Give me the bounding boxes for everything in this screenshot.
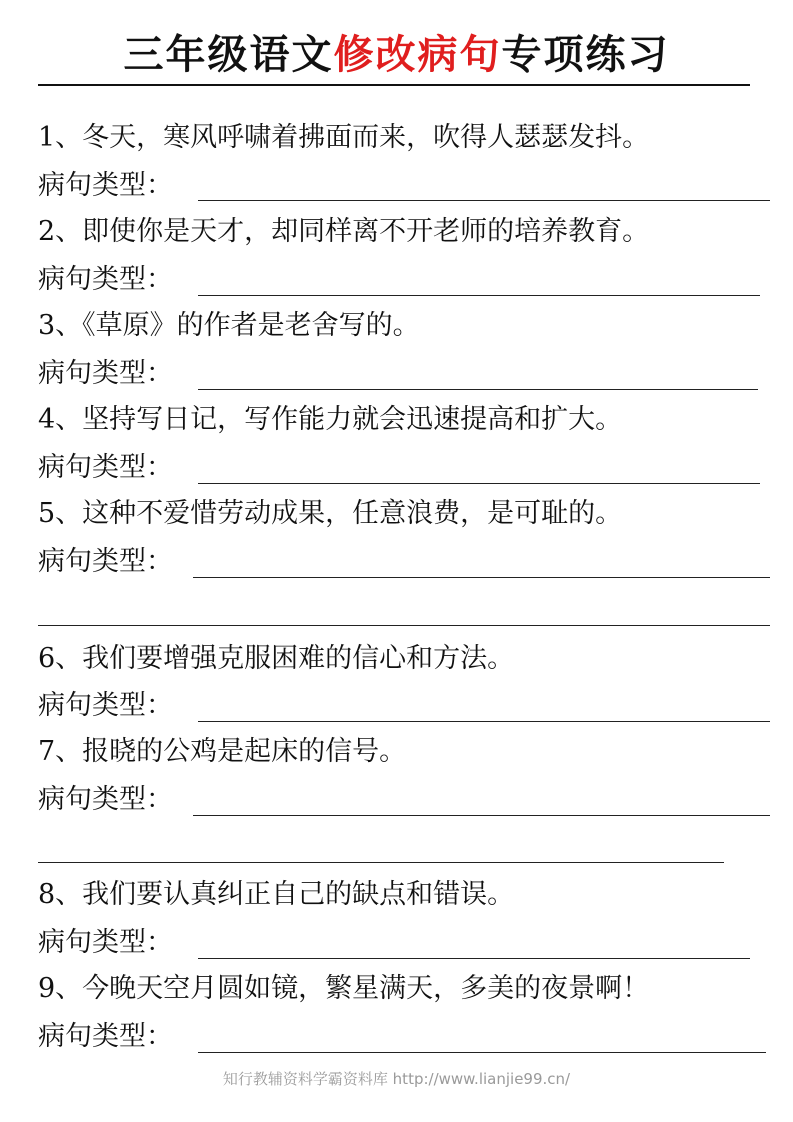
title-part-1: 三年级语文 xyxy=(123,32,334,78)
title-underline xyxy=(38,84,750,86)
answer-line-5[interactable] xyxy=(193,577,770,578)
answer-line-8[interactable] xyxy=(198,958,750,959)
answer-line-5-extra[interactable] xyxy=(38,625,770,626)
answer-label-3: 病句类型： xyxy=(38,358,173,389)
answer-label-1: 病句类型： xyxy=(38,170,173,201)
question-3: 3、《草原》的作者是老舍写的。 xyxy=(38,310,420,341)
answer-line-2[interactable] xyxy=(198,295,760,296)
question-6: 6、我们要增强克服困难的信心和方法。 xyxy=(38,643,515,674)
answer-label-4: 病句类型： xyxy=(38,452,173,483)
answer-line-9[interactable] xyxy=(198,1052,766,1053)
answer-line-7[interactable] xyxy=(193,815,770,816)
answer-label-5: 病句类型： xyxy=(38,546,173,577)
question-8: 8、我们要认真纠正自己的缺点和错误。 xyxy=(38,879,515,910)
title-highlight: 修改病句 xyxy=(333,32,502,78)
answer-label-7: 病句类型： xyxy=(38,784,173,815)
answer-line-4[interactable] xyxy=(198,483,760,484)
answer-label-2: 病句类型： xyxy=(38,264,173,295)
footer-source: 知行教辅资料学霸资料库 http://www.lianjie99.cn/ xyxy=(222,1070,571,1088)
answer-label-6: 病句类型： xyxy=(38,690,173,721)
answer-label-9: 病句类型： xyxy=(38,1021,173,1052)
answer-label-8: 病句类型： xyxy=(38,927,173,958)
question-9: 9、今晚天空月圆如镜，繁星满天，多美的夜景啊！ xyxy=(38,973,650,1004)
question-7: 7、报晓的公鸡是起床的信号。 xyxy=(38,736,407,767)
question-5: 5、这种不爱惜劳动成果，任意浪费，是可耻的。 xyxy=(38,498,623,529)
question-1: 1、冬天，寒风呼啸着拂面而来，吹得人瑟瑟发抖。 xyxy=(38,122,650,153)
question-4: 4、坚持写日记，写作能力就会迅速提高和扩大。 xyxy=(38,404,623,435)
answer-line-7-extra[interactable] xyxy=(38,862,724,863)
question-2: 2、即使你是天才，却同样离不开老师的培养教育。 xyxy=(38,216,650,247)
answer-line-1[interactable] xyxy=(198,200,770,201)
answer-line-3[interactable] xyxy=(198,389,758,390)
page-title xyxy=(0,28,793,82)
title-part-3: 专项练习 xyxy=(501,32,670,78)
answer-line-6[interactable] xyxy=(198,721,770,722)
